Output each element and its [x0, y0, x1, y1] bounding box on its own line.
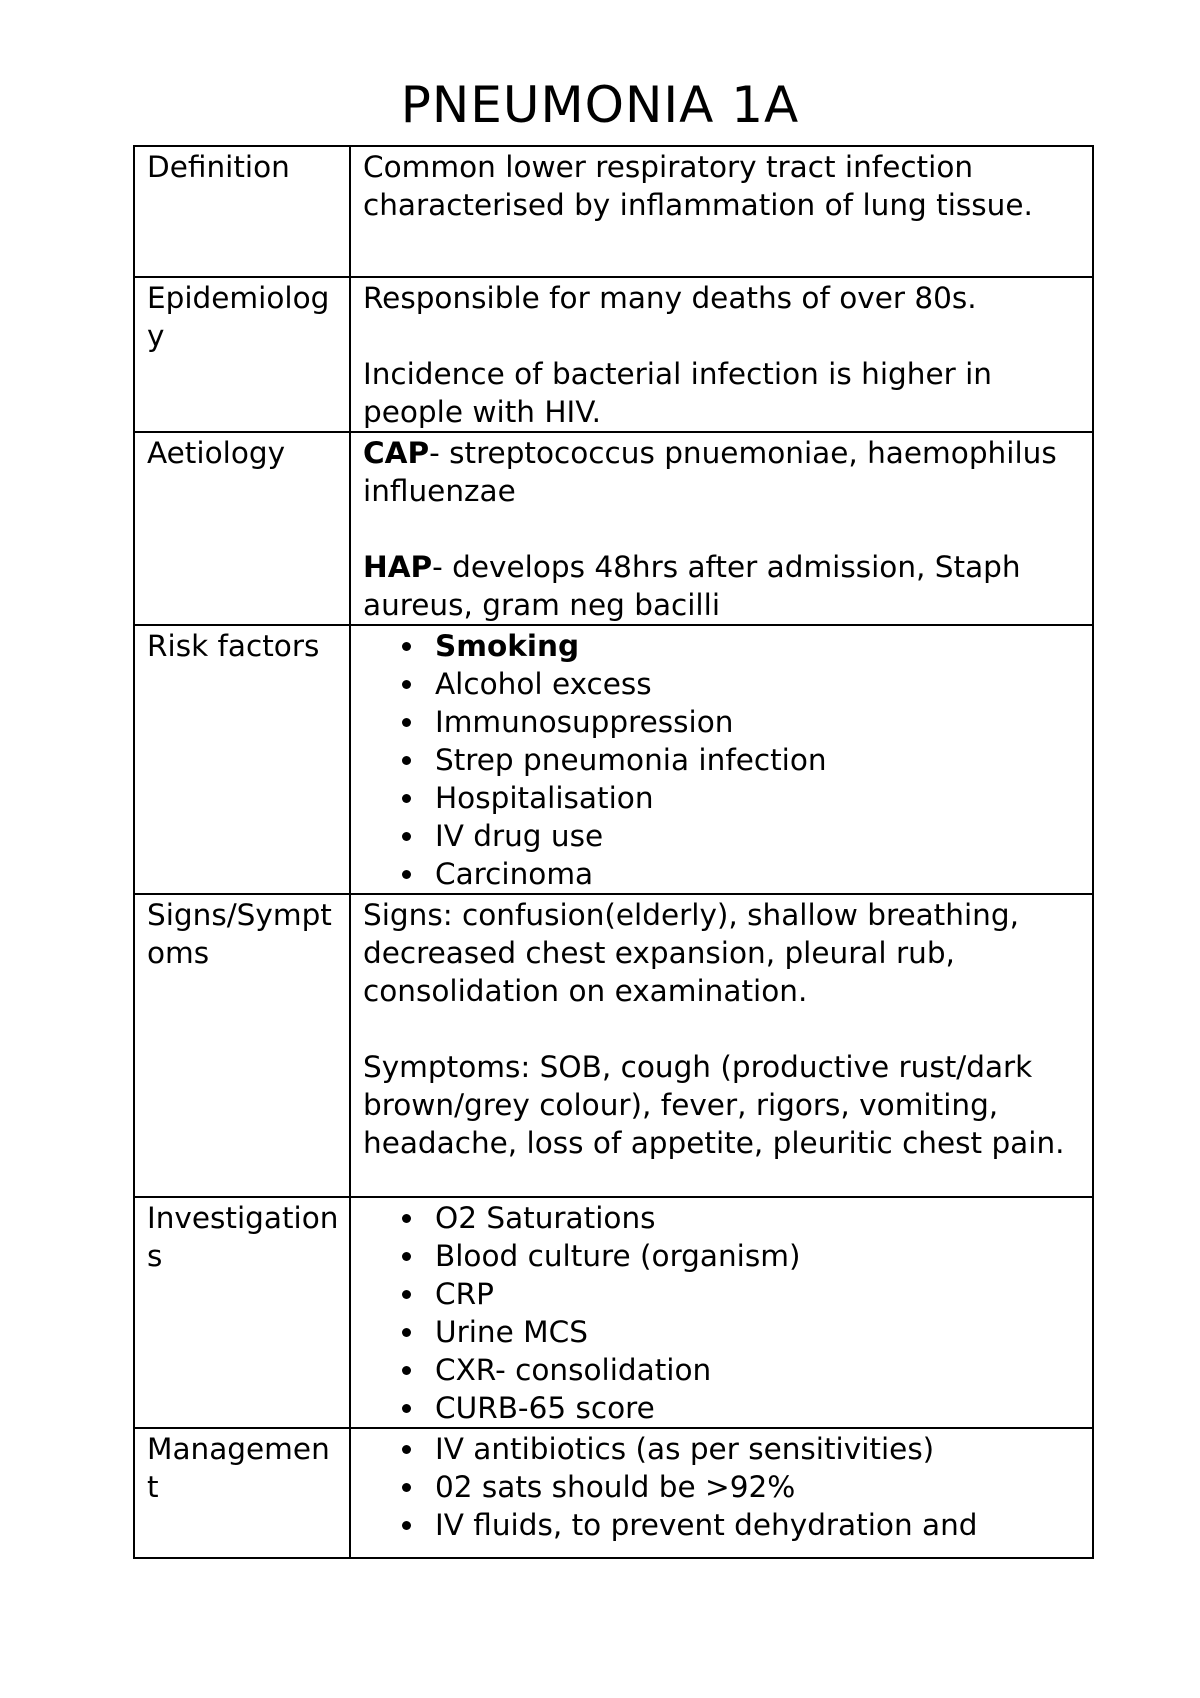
list-item: CURB-65 score	[363, 1389, 1082, 1427]
list-item: Blood culture (organism)	[363, 1237, 1082, 1275]
table-row-risk-factors	[134, 625, 1093, 894]
row-label-risk-factors: Risk factors	[134, 625, 350, 894]
row-content-signs-symptoms	[350, 894, 1093, 1197]
row-content-aetiology	[350, 432, 1093, 625]
cap-term: CAP	[363, 436, 430, 470]
aetiology-cap-paragraph	[363, 434, 1082, 510]
row-label-investigations: Investigations	[134, 1197, 350, 1428]
risk-factors-list	[363, 627, 1082, 893]
list-item: Smoking	[363, 627, 1082, 665]
list-item: 02 sats should be >92%	[363, 1468, 1082, 1506]
list-item: O2 Saturations	[363, 1199, 1082, 1237]
investigations-list	[363, 1199, 1082, 1427]
aetiology-hap-paragraph	[363, 548, 1082, 624]
row-label-epidemiology: Epidemiology	[134, 277, 350, 432]
table-row-signs-symptoms	[134, 894, 1093, 1197]
table-row-definition	[134, 146, 1093, 277]
symptoms-paragraph: Symptoms: SOB, cough (productive rust/dark brown/grey colour), fever, rigors, vomiting, headache, loss of appetite, pleuritic chest pain.	[363, 1050, 1065, 1160]
list-item: CRP	[363, 1275, 1082, 1313]
row-label-definition: Definition	[134, 146, 350, 277]
row-content-risk-factors	[350, 625, 1093, 894]
notes-table	[133, 145, 1094, 1559]
list-item: Alcohol excess	[363, 665, 1082, 703]
row-label-signs-symptoms: Signs/Symptoms	[134, 894, 350, 1197]
list-item: Immunosuppression	[363, 703, 1082, 741]
row-label-aetiology: Aetiology	[134, 432, 350, 625]
list-item: IV drug use	[363, 817, 1082, 855]
list-item: Hospitalisation	[363, 779, 1082, 817]
hap-text: - develops 48hrs after admission, Staph aureus, gram neg bacilli	[363, 550, 1021, 622]
signs-paragraph: Signs: confusion(elderly), shallow breathing, decreased chest expansion, pleural rub, consolidation on examination.	[363, 898, 1019, 1008]
cap-text: - streptococcus pnuemoniae, haemophilus influenzae	[363, 436, 1057, 508]
epidemiology-paragraph: Responsible for many deaths of over 80s.	[363, 281, 977, 315]
list-item: IV antibiotics (as per sensitivities)	[363, 1430, 1082, 1468]
table-row-management	[134, 1428, 1093, 1558]
list-item: CXR- consolidation	[363, 1351, 1082, 1389]
management-list	[363, 1430, 1082, 1544]
row-content-management	[350, 1428, 1093, 1558]
definition-text: Common lower respiratory tract infection characterised by inflammation of lung tissue.	[363, 150, 1033, 222]
page-title: PNEUMONIA 1A	[400, 76, 800, 134]
epidemiology-paragraph: Incidence of bacterial infection is higher in people with HIV.	[363, 357, 992, 429]
row-content-investigations	[350, 1197, 1093, 1428]
row-label-management: Management	[134, 1428, 350, 1558]
table-row-epidemiology	[134, 277, 1093, 432]
list-item: Urine MCS	[363, 1313, 1082, 1351]
list-item: IV fluids, to prevent dehydration and	[363, 1506, 1082, 1544]
table-row-aetiology	[134, 432, 1093, 625]
table-row-investigations	[134, 1197, 1093, 1428]
list-item: Carcinoma	[363, 855, 1082, 893]
list-item: Strep pneumonia infection	[363, 741, 1082, 779]
row-content-definition	[350, 146, 1093, 277]
row-content-epidemiology	[350, 277, 1093, 432]
hap-term: HAP	[363, 550, 433, 584]
